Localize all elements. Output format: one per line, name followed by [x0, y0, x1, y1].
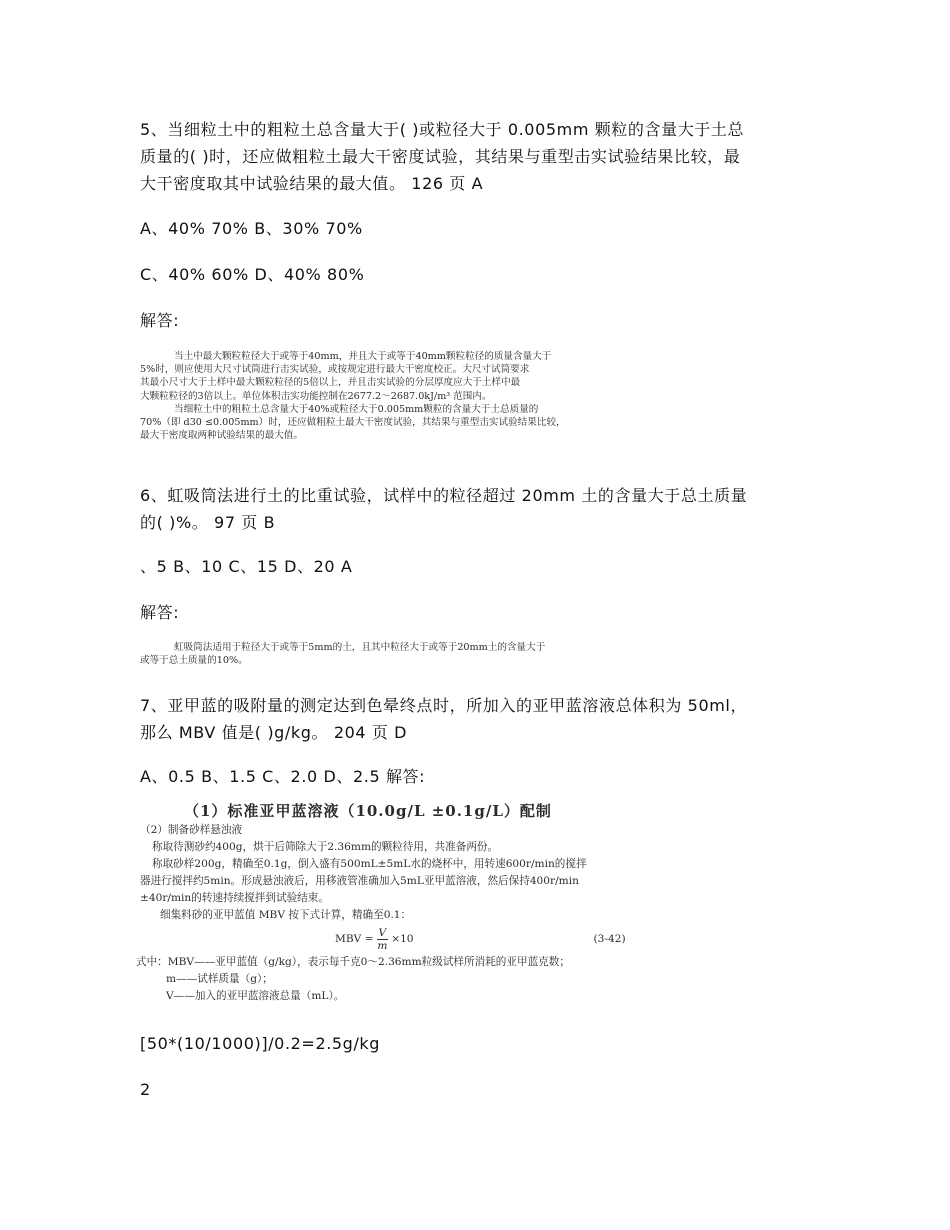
q7-line-1: 7、亚甲蓝的吸附量的测定达到色晕终点时，所加入的亚甲蓝溶液总体积为 50ml，: [140, 696, 748, 715]
scan-def: 式中：MBV——亚甲蓝值（g/kg），表示每千克0～2.36mm粒级试样所消耗的亚甲蓝克数；: [136, 956, 570, 968]
formula-numerator: V: [378, 926, 387, 939]
scan-line: 细集料砂的亚甲蓝值 MBV 按下式计算，精确至0.1：: [160, 909, 412, 921]
q7-line-2: 那么 MBV 值是( )g/kg。 204 页 D: [140, 723, 408, 742]
scan-line: （2）制备砂样悬浊液: [140, 824, 243, 836]
q7-options: A、0.5 B、1.5 C、2.0 D、2.5 解答:: [140, 767, 426, 786]
scan-line: ±40r/min的转速持续搅拌到试验结束。: [140, 892, 329, 904]
q5-answer-label: 解答:: [140, 311, 180, 330]
q5-line-1: 5、当细粒土中的粗粒土总含量大于( )或粒径大于 0.005mm 颗粒的含量大于土总: [140, 120, 745, 139]
q6-stem: [140, 482, 820, 536]
q6-answer-scan: [140, 641, 600, 667]
q6-line-2: 的( )%。 97 页 B: [140, 513, 276, 532]
formula-rhs: ×10: [391, 932, 414, 945]
formula-denominator: m: [377, 939, 388, 952]
q5-line-2: 质量的( )时，还应做粗粒土最大干密度试验，其结果与重型击实试验结果比较，最: [140, 147, 741, 166]
q5-options-ab: A、40% 70% B、30% 70%: [140, 219, 363, 238]
formula-number: (3-42): [593, 932, 626, 945]
scan-def: m——试样质量（g）；: [166, 973, 273, 985]
q5-options-cd: C、40% 60% D、40% 80%: [140, 265, 365, 284]
scan-line: 大颗粒粒径的3倍以上。单位体积击实功能控制在2677.2～2687.0kJ/m³ 范围内。: [140, 390, 492, 402]
scan-line: 最大干密度取两种试验结果的最大值。: [140, 430, 304, 442]
q7-answer-scan: [136, 800, 626, 1005]
scan-line: 70%（即 d30 ≤0.005mm）时，还应做粗粒土最大干密度试验，其结果与重型击实试验结果比较，: [140, 417, 566, 429]
scan-line: 其最小尺寸大于土样中最大颗粒粒径的5倍以上，并且击实试验的分层厚度应大于土样中最: [140, 377, 521, 389]
q5-line-3: 大干密度取其中试验结果的最大值。 126 页 A: [140, 174, 484, 193]
q6-options: 、5 B、10 C、15 D、20 A: [140, 557, 353, 576]
scan-line: 当土中最大颗粒粒径大于或等于40mm，并且大于或等于40mm颗粒粒径的质量含量大于: [174, 351, 552, 362]
scan-def: V——加入的亚甲蓝溶液总量（mL）。: [166, 990, 345, 1002]
scan-line: 或等于总土质量的10%。: [140, 655, 248, 667]
scan-line: 称取待测砂约400g，烘干后筛除大于2.36mm的颗粒待用，共准备两份。: [152, 841, 499, 853]
q7-stem: [140, 692, 820, 746]
formula-lhs: MBV =: [335, 932, 374, 945]
scan-line: 虹吸筒法适用于粒径大于或等于5mm的土，且其中粒径大于或等于20mm土的含量大于: [174, 642, 546, 653]
scan-heading: （1）标准亚甲蓝溶液（10.0g/L ±0.1g/L）配制: [184, 802, 552, 820]
scan-line: 5%时，则应使用大尺寸试筒进行击实试验，或按规定进行最大干密度校正。大尺寸试筒要求: [140, 364, 530, 376]
formula-fraction: [377, 927, 389, 952]
page-number: 2: [140, 1080, 151, 1099]
scan-line: 当细粒土中的粗粒土总含量大于40%或粒径大于0.005mm颗粒的含量大于土总质量的: [174, 403, 539, 415]
q6-line-1: 6、虹吸筒法进行土的比重试验，试样中的粒径超过 20mm 土的含量大于总土质量: [140, 486, 748, 505]
q5-stem: [140, 116, 820, 197]
q5-answer-scan: [140, 350, 600, 442]
q6-answer-label: 解答:: [140, 603, 180, 622]
q7-calculation: [50*(10/1000)]/0.2=2.5g/kg: [140, 1034, 381, 1053]
scan-line: 器进行搅拌约5min。形成悬浊液后，用移液管准确加入5mL亚甲蓝溶液，然后保持400r/min: [140, 875, 579, 887]
mbv-formula: [140, 924, 626, 954]
scan-line: 称取砂样200g，精确至0.1g，倒入盛有500mL±5mL水的烧杯中，用转速600r/min的搅拌: [152, 858, 587, 870]
